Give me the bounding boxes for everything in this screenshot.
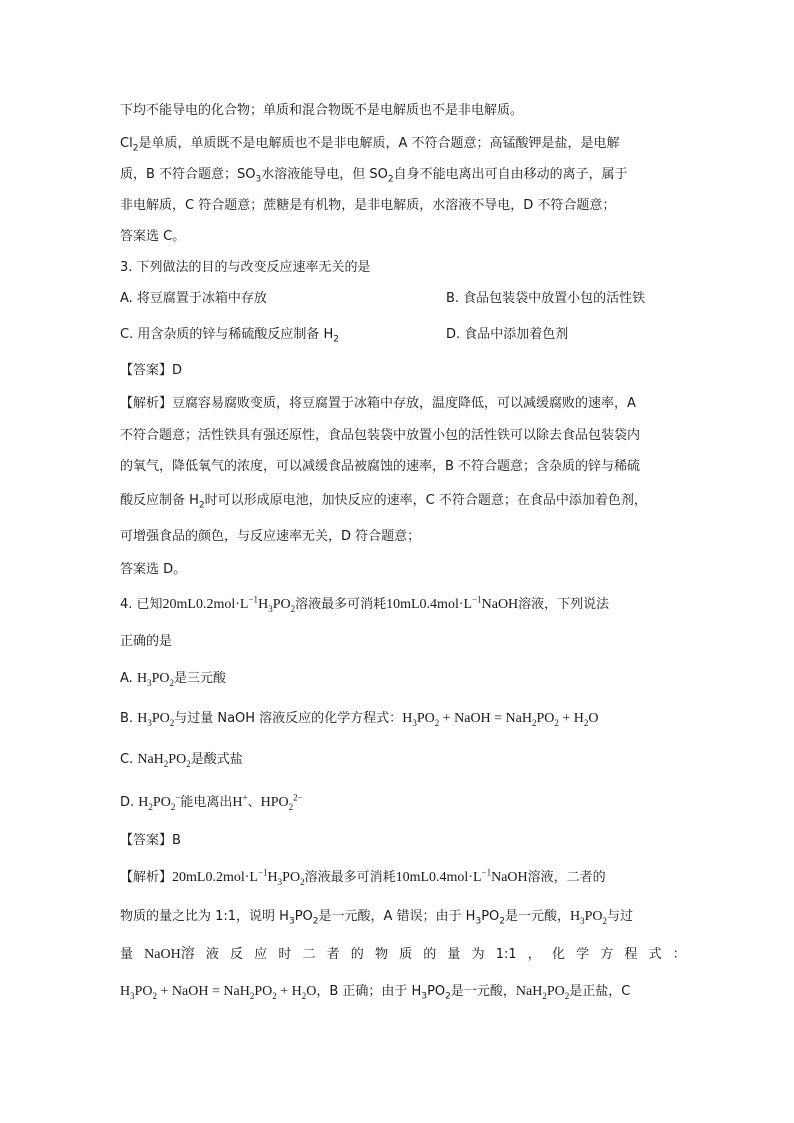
- option-a: A. 将豆腐置于冰箱中存放: [120, 291, 267, 306]
- formula-part: + NaOH = NaH: [439, 711, 532, 726]
- text-span: 酸反应制备 H: [120, 493, 199, 508]
- text-span: 能电离出: [180, 795, 233, 810]
- formula: [232, 792, 248, 810]
- formula-part: H: [267, 870, 278, 885]
- explanation-line: [120, 491, 647, 511]
- text-span: 是一元酸，A 错误；由于 H: [318, 909, 476, 924]
- text-span: 溶液最多可消耗: [304, 870, 396, 885]
- text-span: 时: [278, 947, 292, 962]
- option-b: [120, 709, 599, 729]
- text-span: 为: [471, 947, 485, 962]
- subscript: 2: [288, 801, 294, 812]
- formula-part: NaOH溶: [144, 947, 195, 962]
- text-span: 1:1: [495, 947, 517, 962]
- explanation-line: 的氧气，降低氧气的浓度，可以减缓食品被腐蚀的速率，B 不符合题意；含杂质的锌与稀硫: [120, 459, 641, 474]
- option-d: D. 食品中添加着色剂: [446, 327, 569, 342]
- option-a: [120, 669, 226, 689]
- answer-label: 【答案】D: [120, 363, 183, 378]
- subscript: 3: [130, 990, 135, 1001]
- subscript: 2: [290, 603, 296, 614]
- subscript: 3: [288, 916, 295, 927]
- superscript: −1: [257, 867, 268, 878]
- explanation-line: [120, 907, 633, 927]
- option-c: [120, 325, 339, 345]
- explanation-line: [120, 982, 630, 1002]
- text-span: 二: [302, 947, 316, 962]
- text-span: 是酸式盐: [190, 752, 243, 767]
- text-span: 【解析】: [120, 870, 173, 885]
- subscript: 3: [255, 174, 262, 185]
- text-span: 物: [374, 947, 388, 962]
- subscript: 2: [198, 500, 205, 511]
- subscript: 2: [554, 717, 559, 728]
- answer-label: 【答案】B: [120, 833, 181, 848]
- formula-part: 10mL0.4mol·L: [386, 597, 473, 612]
- text-span: 溶液，下列说法: [518, 597, 610, 612]
- formula: [172, 867, 305, 887]
- superscript: −1: [472, 594, 482, 605]
- text-span: 的: [350, 947, 364, 962]
- question-stem-cont: 正确的是: [120, 634, 173, 649]
- text-span: 量: [120, 947, 134, 962]
- text-span: 物质的量之比为 1:1，说明 H: [120, 909, 289, 924]
- text-line: [120, 165, 628, 185]
- text-span: 、: [247, 795, 261, 810]
- subscript: 2: [301, 990, 307, 1001]
- formula-part: 10mL0.4mol·L: [395, 870, 482, 885]
- subscript: 2: [152, 990, 158, 1001]
- text-span: 溶液，二者的: [527, 870, 606, 885]
- text-span: ，B 正确；由于 H: [316, 984, 422, 999]
- subscript: 2: [249, 990, 255, 1001]
- text-span: 是三元酸: [173, 671, 226, 686]
- formula-part: H: [120, 984, 131, 999]
- text-span: 是一元酸，: [450, 984, 516, 999]
- text-span: 与过: [607, 909, 634, 924]
- explanation-line: 答案选 D。: [120, 562, 187, 577]
- text-span: 方: [600, 947, 614, 962]
- superscript: −1: [481, 867, 492, 878]
- subscript: 2: [148, 801, 153, 812]
- subscript: 2: [602, 915, 608, 926]
- explanation-line: [120, 868, 606, 888]
- subscript: 2: [445, 991, 451, 1002]
- text-span: 液: [205, 947, 219, 962]
- text-span: 时可以形成原电池，加快反应的速率，C 不符合题意；在食品中添加着色剂，: [204, 493, 647, 508]
- formula-part: H: [232, 795, 243, 810]
- text-span: 式: [648, 947, 662, 962]
- formula-part: H: [570, 909, 581, 924]
- formula-part: PO: [272, 597, 291, 612]
- text-span: 与过量 NaOH 溶液反应的化学方程式：: [174, 711, 403, 726]
- subscript: 2: [312, 916, 319, 927]
- question-stem: [120, 595, 609, 615]
- formula-part: + H: [558, 711, 584, 726]
- text-line: 答案选 C。: [120, 229, 186, 244]
- text-span: 量: [447, 947, 461, 962]
- option-letter: C.: [120, 752, 138, 767]
- subscript: 3: [277, 876, 283, 887]
- option-letter: D.: [120, 795, 139, 810]
- formula-part: HPO: [260, 795, 289, 810]
- formula-part: 20mL0.2mol·L: [162, 597, 249, 612]
- subscript: 2: [434, 717, 440, 728]
- subscript: 3: [147, 677, 152, 688]
- option-d: [120, 793, 303, 813]
- formula: [138, 792, 181, 812]
- formula-part: PO: [168, 752, 187, 767]
- formula-part: PO: [254, 984, 273, 999]
- text-span: 质: [399, 947, 413, 962]
- text-span: ：: [672, 947, 686, 962]
- option-letter: B.: [120, 711, 138, 726]
- subscript: 3: [421, 991, 428, 1002]
- text-span: 4. 已知: [120, 597, 163, 612]
- formula: [162, 594, 296, 614]
- text-span: C. 用含杂质的锌与稀硫酸反应制备 H: [120, 327, 334, 342]
- option-letter: A.: [120, 671, 137, 686]
- formula-part: O: [306, 984, 317, 999]
- subscript: 2: [583, 717, 589, 728]
- subscript: 3: [268, 603, 273, 614]
- equation: [120, 984, 316, 999]
- subscript: 2: [499, 916, 505, 927]
- explanation-line: 可增强食品的颜色，与反应速率无关，D 符合题意；: [120, 529, 421, 544]
- text-span: 是正盐，C: [569, 984, 631, 999]
- formula-part: + NaOH = NaH: [157, 984, 250, 999]
- text-span: 是一元酸，: [505, 909, 571, 924]
- formula-part: NaH: [515, 984, 543, 999]
- formula-part: H: [258, 597, 269, 612]
- text-line: [120, 134, 619, 154]
- text-span: 水溶液能导电，但 SO: [261, 167, 388, 182]
- superscript: −: [175, 792, 181, 803]
- formula: [137, 711, 174, 726]
- formula-part: + H: [276, 984, 302, 999]
- question-stem: 3. 下列做法的目的与改变反应速率无关的是: [120, 260, 371, 275]
- formula-part: PO: [416, 711, 435, 726]
- text-span: 自身不能电离出可自由移动的离子，属于: [393, 167, 628, 182]
- formula-part: PO: [151, 711, 170, 726]
- formula: [395, 867, 528, 885]
- subscript: 2: [542, 990, 547, 1001]
- superscript: 2−: [293, 792, 303, 803]
- text-span: 溶液最多可消耗: [295, 597, 387, 612]
- subscript: 3: [412, 717, 417, 728]
- formula: [137, 671, 174, 686]
- subscript: 2: [169, 717, 175, 728]
- text-span: 质，B 不符合题意；SO: [120, 167, 256, 182]
- text-span: 化: [551, 947, 565, 962]
- equation: [402, 711, 598, 726]
- text-span: ，: [527, 947, 541, 962]
- formula: [386, 594, 519, 612]
- formula-part: NaH: [137, 752, 164, 767]
- explanation-line-justified: [120, 945, 686, 965]
- superscript: −1: [248, 594, 259, 605]
- option-b: B. 食品包装袋中放置小包的活性铁: [446, 291, 646, 306]
- subscript: 2: [132, 143, 139, 154]
- text-span: 是单质，单质既不是电解质也不是非电解质，A 不符合题意；高锰酸钾是盐，是电解: [138, 136, 620, 151]
- formula-part: PO: [584, 909, 603, 924]
- text-span: PO: [294, 909, 313, 924]
- text-span: 者: [326, 947, 340, 962]
- formula: [516, 984, 569, 999]
- subscript: 3: [580, 915, 585, 926]
- formula-text: Cl: [120, 136, 133, 151]
- subscript: 2: [333, 334, 339, 345]
- subscript: 2: [186, 758, 191, 769]
- text-span: 反: [230, 947, 244, 962]
- explanation-line: 【解析】豆腐容易腐败变质，将豆腐置于冰箱中存放，温度降低，可以减缓腐败的速率，A: [120, 396, 636, 411]
- subscript: 2: [532, 717, 537, 728]
- text-span: 的: [423, 947, 437, 962]
- subscript: 3: [147, 717, 152, 728]
- option-c: [120, 750, 243, 770]
- text-line: 下均不能导电的化合物；单质和混合物既不是电解质也不是非电解质。: [120, 103, 524, 118]
- formula-part: H: [402, 711, 413, 726]
- formula-part: PO: [282, 870, 301, 885]
- formula-part: NaOH: [491, 870, 528, 885]
- formula-part: H: [136, 671, 148, 686]
- text-span: 程: [624, 947, 638, 962]
- subscript: 2: [163, 758, 169, 769]
- text-line: 非电解质，C 符合题意；蔗糖是有机物，是非电解质，水溶液不导电，D 不符合题意；: [120, 198, 616, 213]
- text-span: 学: [576, 947, 590, 962]
- text-span: 应: [254, 947, 268, 962]
- formula-part: H: [138, 795, 149, 810]
- formula-part: PO: [152, 795, 171, 810]
- subscript: 2: [272, 990, 277, 1001]
- superscript: +: [242, 792, 248, 803]
- formula-part: PO: [134, 984, 153, 999]
- formula: [137, 752, 190, 767]
- formula-part: O: [588, 711, 599, 726]
- explanation-line: 不符合题意；活性铁具有强还原性，食品包装袋中放置小包的活性铁可以除去食品包装袋内: [120, 428, 641, 443]
- subscript: 2: [169, 677, 174, 688]
- text-span: PO: [427, 984, 446, 999]
- subscript: 3: [475, 916, 482, 927]
- subscript: 2: [170, 801, 176, 812]
- subscript: 2: [564, 990, 570, 1001]
- formula: [570, 909, 607, 924]
- text-span: PO: [481, 909, 500, 924]
- formula-part: PO: [151, 671, 170, 686]
- formula-part: 20mL0.2mol·L: [172, 870, 258, 885]
- formula: [260, 792, 303, 812]
- formula-part: PO: [546, 984, 565, 999]
- formula-part: NaOH: [481, 597, 519, 612]
- subscript: 2: [300, 876, 305, 887]
- formula-part: H: [137, 711, 148, 726]
- subscript: 2: [387, 174, 394, 185]
- formula-part: PO: [536, 711, 555, 726]
